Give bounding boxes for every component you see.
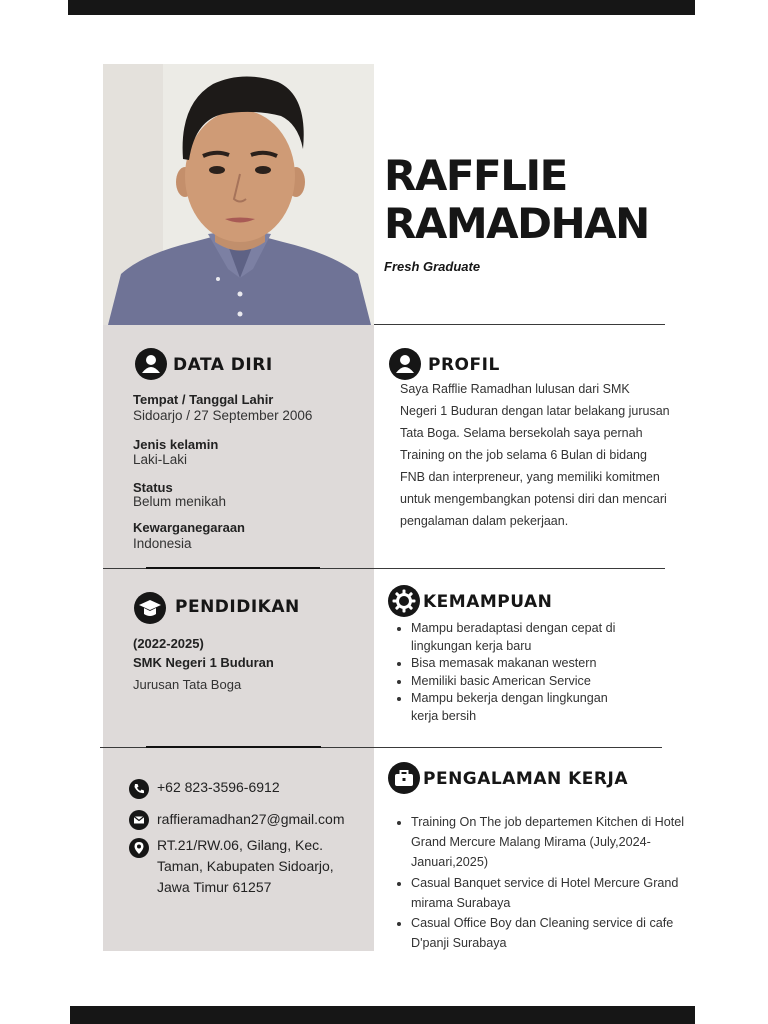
birth-value: Sidoarjo / 27 September 2006	[133, 408, 313, 423]
briefcase-icon	[388, 762, 420, 794]
status-value: Belum menikah	[133, 494, 227, 509]
gender-value: Laki-Laki	[133, 452, 188, 467]
list-item: • Mampu bekerja dengan lingkungan kerja bersih	[411, 690, 631, 725]
name-line-1: RAFFLIE	[384, 151, 567, 200]
list-item: • Training On The job departemen Kitchen di Hotel Grand Mercure Malang Mirama (July,2024-Januari,2025)	[411, 812, 696, 873]
pengalaman-title: PENGALAMAN KERJA	[423, 769, 628, 789]
data-diri-title: DATA DIRI	[173, 355, 273, 375]
email-address: raffieramadhan27@gmail.com	[157, 811, 345, 827]
pendidikan-title: PENDIDIKAN	[175, 597, 300, 617]
birth-label: Tempat / Tanggal Lahir	[133, 392, 274, 407]
list-item: • Bisa memasak makanan western	[411, 655, 631, 673]
person-icon	[389, 348, 421, 380]
kemampuan-title: KEMAMPUAN	[423, 592, 553, 612]
job-subtitle: Fresh Graduate	[384, 259, 481, 274]
person-icon	[135, 348, 167, 380]
phone-number: +62 823-3596-6912	[157, 779, 280, 795]
top-decor-bar	[68, 0, 695, 15]
list-item: • Casual Banquet service di Hotel Mercure Grand mirama Surabaya	[411, 873, 696, 913]
bottom-decor-bar	[70, 1006, 695, 1024]
row2-accent-line	[146, 746, 321, 748]
status-label: Status	[133, 480, 173, 495]
list-item: • Memiliki basic American Service	[411, 673, 631, 691]
location-pin-icon	[129, 838, 149, 858]
list-item: • Casual Office Boy dan Cleaning service di cafe D'panji Surabaya	[411, 913, 696, 953]
email-icon	[129, 810, 149, 830]
citizenship-label: Kewarganegaraan	[133, 520, 245, 535]
gear-icon	[388, 585, 420, 617]
profile-photo	[103, 64, 374, 325]
row1-accent-line	[146, 567, 320, 569]
experience-list	[389, 812, 696, 953]
list-item: • Mampu beradaptasi dengan cepat di lingkungan kerja baru	[411, 620, 631, 655]
graduation-cap-icon	[134, 592, 166, 624]
school-major: Jurusan Tata Boga	[133, 677, 242, 692]
home-address: RT.21/RW.06, Gilang, Kec. Taman, Kabupaten Sidoarjo, Jawa Timur 61257	[157, 837, 334, 895]
profil-title: PROFIL	[428, 355, 500, 375]
header-divider	[374, 324, 665, 325]
profile-text: Saya Rafflie Ramadhan lulusan dari SMK Negeri 1 Buduran dengan latar belakang jurusan Tata Boga. Selama bersekolah saya pernah Training on the job selama 6 Bulan di bidang FNB dan interpreneur, yang memiliki komitmen untuk mengembangkan potensi diri dan mencari pengalaman dalam pekerjaan.	[400, 382, 670, 528]
gender-label: Jenis kelamin	[133, 437, 219, 452]
skills-list	[389, 620, 631, 725]
phone-icon	[129, 779, 149, 799]
citizenship-value: Indonesia	[133, 536, 192, 551]
person-name	[384, 152, 649, 248]
education-years: (2022-2025)	[133, 636, 204, 651]
name-line-2: RAMADHAN	[384, 199, 649, 248]
school-name: SMK Negeri 1 Buduran	[133, 655, 274, 670]
